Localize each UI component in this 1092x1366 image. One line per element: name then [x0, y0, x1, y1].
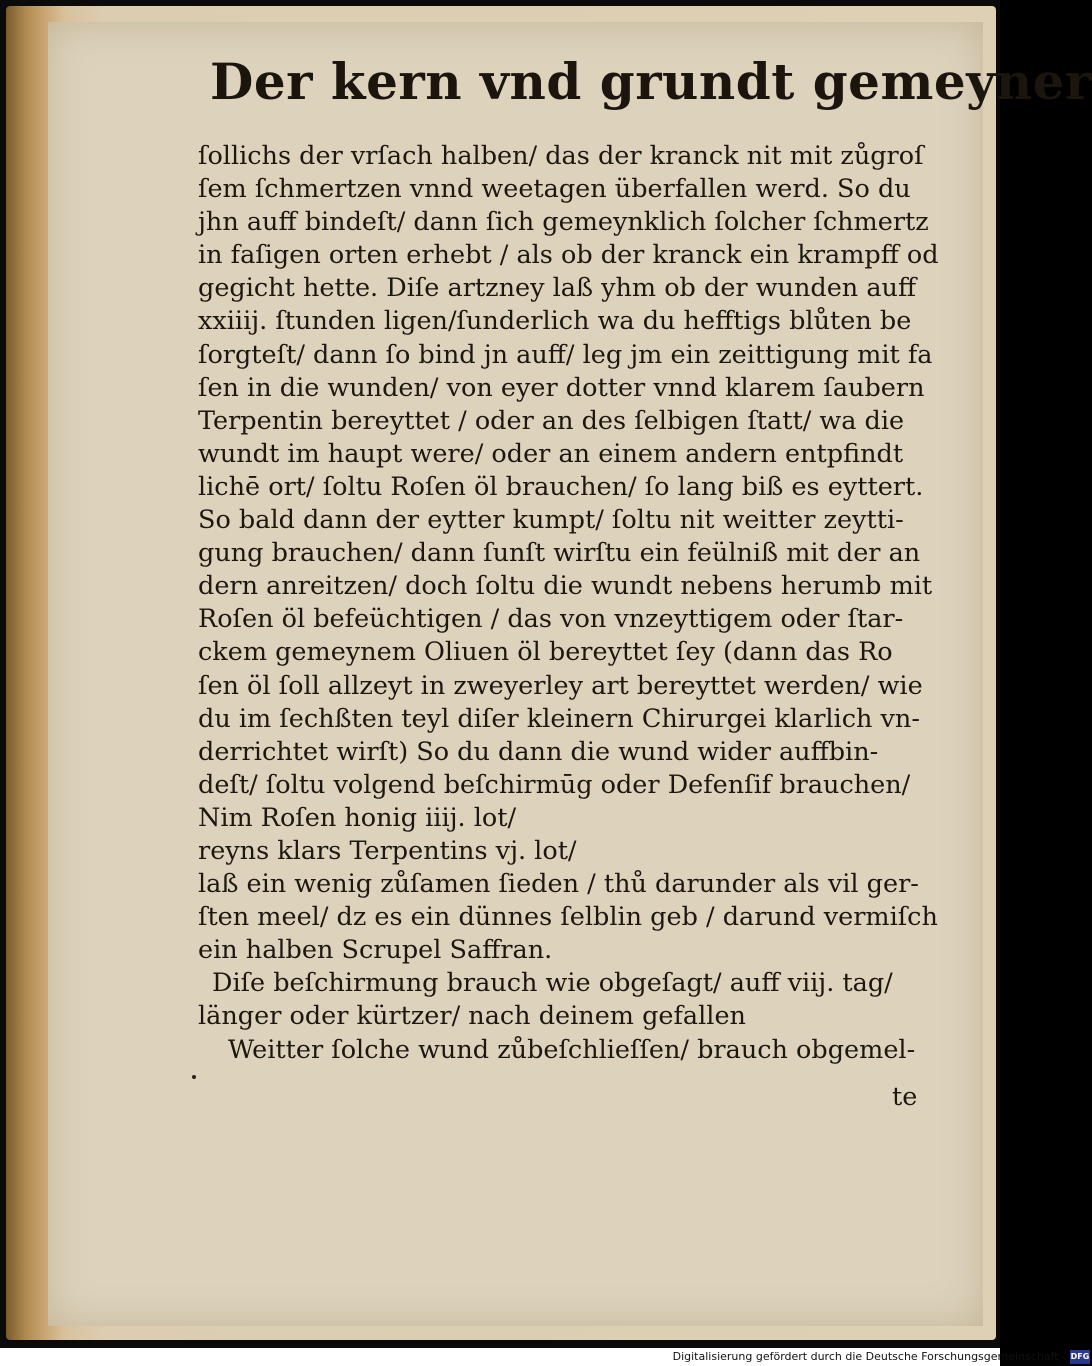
text-line: wundt im haupt were/ oder an einem andern entpfindt	[198, 438, 904, 469]
text-line: ſen öl ſoll allzeyt in zweyerley art bereyttet werden/ wie	[198, 670, 923, 701]
ink-dot	[192, 1075, 196, 1079]
text-line: laß ein wenig zůſamen ſieden / thů darunder als vil ger-	[198, 869, 919, 900]
text-line: in faſigen orten erhebt / als ob der kranck ein krampff od	[198, 240, 939, 271]
text-line: derrichtet wirſt) So du dann die wund wider auffbin-	[198, 736, 879, 767]
body-text	[198, 140, 939, 1067]
text-line: ſollichs der vrſach halben/ das der kranck nit mit zůgroſ	[198, 141, 924, 171]
text-line: gung brauchen/ dann ſunſt wirſtu ein feülniß mit der an	[198, 538, 921, 569]
text-line: So bald dann der eytter kumpt/ ſoltu nit weitter zeytti-	[198, 505, 904, 536]
text-line: du im ſechßten teyl diſer kleinern Chirurgei klarlich vn-	[198, 703, 920, 734]
text-line: jhn auff bindeſt/ dann ſich gemeynklich ſolcher ſchmertz	[198, 207, 929, 238]
text-line: ſem ſchmertzen vnnd weetagen überfallen werd. So du	[198, 174, 911, 205]
paragraph-start-line: Diſe beſchirmung brauch wie obgeſagt/ auff viij. tag/	[212, 968, 893, 999]
text-line: Terpentin bereyttet / oder an des ſelbigen ſtatt/ wa die	[198, 405, 905, 436]
text-line: lichē ort/ ſoltu Roſen öl brauchen/ ſo lang biß es eyttert.	[198, 471, 924, 502]
catchword: te	[892, 1082, 918, 1112]
text-line: Roſen öl befeüchtigen / das von vnzeyttigem oder ſtar-	[198, 604, 904, 635]
dfg-logo: DFG	[1070, 1350, 1090, 1364]
text-line: dern anreitzen/ doch ſoltu die wundt nebens herumb mit	[198, 571, 933, 602]
recipe-line: reyns klars Terpentins vj. lot/	[198, 835, 577, 866]
text-line: ſten meel/ dz es ein dünnes ſelblin geb / darund vermiſch	[198, 902, 938, 933]
text-line: ſen in die wunden/ von eyer dotter vnnd klarem ſaubern	[198, 372, 925, 403]
text-line: xxiiij. ſtunden ligen/ſunderlich wa du hefftigs blůten be	[198, 306, 912, 337]
text-line: gegicht hette. Diſe artzney laß yhm ob der wunden auff	[198, 273, 917, 304]
digitization-credit: Digitalisierung gefördert durch die Deutsche Forschungsgemeinschaft -	[672, 1350, 1066, 1363]
text-line: länger oder kürtzer/ nach deinem gefallen	[198, 1001, 746, 1032]
paragraph-start-line: Weitter ſolche wund zůbeſchlieſſen/ brauch obgemel-	[228, 1034, 916, 1065]
text-line: ckem gemeynem Oliuen öl bereyttet ſey (dann das Ro	[198, 637, 893, 668]
recipe-line: Nim Roſen honig iiij. lot/	[198, 802, 517, 833]
text-line: ein halben Scrupel Saffran.	[198, 935, 553, 966]
text-line: ſorgteſt/ dann ſo bind jn auff/ leg jm ein zeittigung mit fa	[198, 339, 933, 370]
text-line: deſt/ ſoltu volgend beſchirmūg oder Defenſif brauchen/	[198, 769, 911, 800]
running-head: Der kern vnd grundt gemeyner	[210, 52, 1092, 111]
